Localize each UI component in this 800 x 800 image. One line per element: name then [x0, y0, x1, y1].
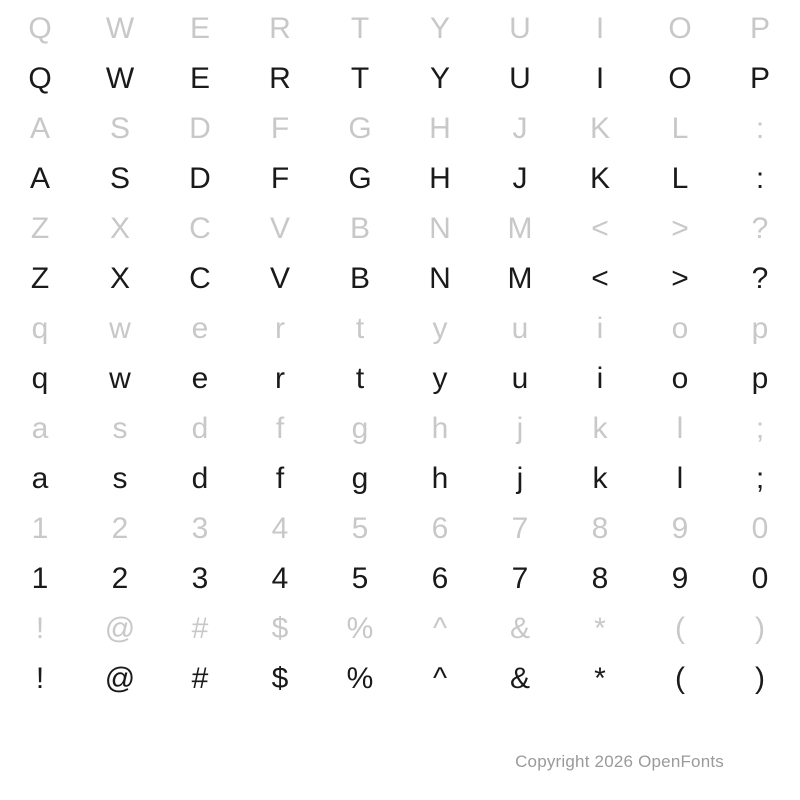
glyph-row [0, 204, 800, 254]
glyph-cell: ) [755, 612, 765, 645]
glyph-cell: r [275, 312, 285, 345]
glyph-cell: E [189, 62, 210, 95]
glyph-cell: V [269, 262, 290, 295]
glyph-cell: R [269, 62, 291, 95]
glyph-cell: k [592, 462, 608, 495]
glyph-cell: 0 [751, 562, 769, 595]
glyph-cell: ? [751, 212, 769, 245]
glyph-cell: ! [35, 612, 45, 645]
glyph-cell: 5 [351, 512, 369, 545]
glyph-cell: $ [271, 662, 289, 695]
glyph-cell: < [591, 212, 609, 245]
glyph-cell: ^ [432, 662, 448, 695]
glyph-cell: ) [755, 662, 765, 695]
glyph-cell: < [591, 262, 609, 295]
glyph-cell: u [511, 312, 529, 345]
glyph-cell: p [751, 312, 769, 345]
copyright-notice: Copyright 2026 OpenFonts [515, 752, 724, 771]
glyph-cell: $ [271, 612, 289, 645]
glyph-row [0, 54, 800, 104]
glyph-cell: & [509, 662, 530, 695]
glyph-cell: i [596, 312, 604, 345]
glyph-cell: O [668, 12, 692, 45]
glyph-cell: 6 [431, 512, 449, 545]
glyph-cell: I [595, 62, 605, 95]
glyph-cell: G [348, 162, 372, 195]
glyph-cell: G [348, 112, 372, 145]
glyph-cell: q [31, 362, 49, 395]
glyph-cell: A [29, 162, 50, 195]
glyph-cell: 2 [111, 562, 129, 595]
glyph-cell: o [671, 312, 689, 345]
glyph-cell: j [516, 412, 524, 445]
glyph-row [0, 354, 800, 404]
glyph-cell: l [676, 412, 684, 445]
glyph-cell: L [671, 112, 689, 145]
glyph-cell: s [112, 412, 128, 445]
glyph-cell: ^ [432, 612, 448, 645]
glyph-cell: K [589, 162, 610, 195]
glyph-cell: 2 [111, 512, 129, 545]
glyph-cell: r [275, 362, 285, 395]
glyph-cell: F [270, 162, 290, 195]
glyph-cell: 6 [431, 562, 449, 595]
glyph-cell: ; [755, 462, 765, 495]
glyph-cell: j [516, 462, 524, 495]
glyph-cell: O [668, 62, 692, 95]
glyph-cell: X [109, 262, 130, 295]
glyph-cell: U [509, 62, 531, 95]
glyph-cell: Y [429, 12, 450, 45]
glyph-cell: y [432, 312, 448, 345]
glyph-cell: * [594, 662, 606, 695]
glyph-cell: T [350, 62, 370, 95]
glyph-cell: C [189, 212, 211, 245]
glyph-cell: Z [30, 262, 50, 295]
glyph-row [0, 404, 800, 454]
glyph-cell: Q [28, 12, 52, 45]
glyph-cell: o [671, 362, 689, 395]
glyph-cell: s [112, 462, 128, 495]
glyph-cell: g [351, 462, 369, 495]
glyph-cell: M [507, 262, 533, 295]
glyph-cell: h [431, 412, 449, 445]
glyph-cell: Y [429, 62, 450, 95]
glyph-cell: @ [104, 662, 136, 695]
glyph-cell: % [346, 612, 374, 645]
glyph-cell: p [751, 362, 769, 395]
glyph-cell: h [431, 462, 449, 495]
glyph-cell: B [349, 212, 370, 245]
glyph-cell: d [191, 462, 209, 495]
glyph-cell: t [355, 312, 365, 345]
glyph-cell: T [350, 12, 370, 45]
glyph-cell: e [191, 362, 209, 395]
glyph-cell: X [109, 212, 130, 245]
glyph-cell: E [189, 12, 210, 45]
glyph-cell: f [275, 412, 285, 445]
glyph-cell: : [755, 162, 765, 195]
glyph-cell: t [355, 362, 365, 395]
glyph-row [0, 104, 800, 154]
glyph-cell: 8 [591, 562, 609, 595]
glyph-cell: > [671, 262, 689, 295]
glyph-cell: C [189, 262, 211, 295]
glyph-cell: S [109, 162, 130, 195]
glyph-cell: 4 [271, 512, 289, 545]
glyph-cell: @ [104, 612, 136, 645]
glyph-cell: U [509, 12, 531, 45]
glyph-cell: l [676, 462, 684, 495]
glyph-cell: J [512, 162, 528, 195]
glyph-row [0, 454, 800, 504]
glyph-cell: M [507, 212, 533, 245]
glyph-cell: D [189, 162, 211, 195]
glyph-cell: J [512, 112, 528, 145]
glyph-cell: : [755, 112, 765, 145]
glyph-cell: 7 [511, 562, 529, 595]
glyph-cell: 1 [31, 562, 49, 595]
glyph-cell: K [589, 112, 610, 145]
glyph-cell: k [592, 412, 608, 445]
glyph-cell: d [191, 412, 209, 445]
glyph-cell: D [189, 112, 211, 145]
glyph-cell: w [109, 362, 131, 395]
glyph-row [0, 654, 800, 704]
glyph-cell: 3 [191, 562, 209, 595]
glyph-cell: 1 [31, 512, 49, 545]
glyph-row [0, 254, 800, 304]
glyph-cell: W [105, 62, 135, 95]
glyph-cell: # [191, 612, 209, 645]
glyph-cell: 5 [351, 562, 369, 595]
glyph-cell: g [351, 412, 369, 445]
glyph-row [0, 4, 800, 54]
glyph-cell: e [191, 312, 209, 345]
glyph-cell: w [109, 312, 131, 345]
glyph-cell: f [275, 462, 285, 495]
glyph-cell: N [429, 212, 451, 245]
glyph-cell: u [511, 362, 529, 395]
glyph-cell: I [595, 12, 605, 45]
glyph-cell: ; [755, 412, 765, 445]
glyph-cell: W [105, 12, 135, 45]
glyph-cell: q [31, 312, 49, 345]
glyph-cell: V [269, 212, 290, 245]
glyph-cell: H [429, 162, 451, 195]
glyph-row [0, 504, 800, 554]
glyph-cell: A [29, 112, 50, 145]
glyph-cell: L [671, 162, 689, 195]
glyph-cell: R [269, 12, 291, 45]
glyph-row [0, 554, 800, 604]
glyph-cell: > [671, 212, 689, 245]
glyph-cell: 3 [191, 512, 209, 545]
glyph-row [0, 154, 800, 204]
glyph-row [0, 304, 800, 354]
glyph-cell: 7 [511, 512, 529, 545]
glyph-cell: B [349, 262, 370, 295]
glyph-row [0, 604, 800, 654]
glyph-cell: 8 [591, 512, 609, 545]
glyph-cell: H [429, 112, 451, 145]
glyph-cell: ! [35, 662, 45, 695]
glyph-cell: ( [675, 612, 685, 645]
glyph-cell: F [270, 112, 290, 145]
glyph-cell: Z [30, 212, 50, 245]
glyph-cell: S [109, 112, 130, 145]
glyph-cell: & [509, 612, 530, 645]
glyph-cell: Q [28, 62, 52, 95]
glyph-cell: ? [751, 262, 769, 295]
glyph-cell: % [346, 662, 374, 695]
glyph-cell: 0 [751, 512, 769, 545]
glyph-cell: a [31, 462, 49, 495]
glyph-cell: i [596, 362, 604, 395]
glyph-cell: 4 [271, 562, 289, 595]
glyph-cell: 9 [671, 562, 689, 595]
glyph-cell: P [749, 62, 770, 95]
glyph-cell: a [31, 412, 49, 445]
glyph-cell: N [429, 262, 451, 295]
glyph-cell: 9 [671, 512, 689, 545]
glyph-cell: * [594, 612, 606, 645]
glyph-cell: ( [675, 662, 685, 695]
glyph-cell: P [749, 12, 770, 45]
glyph-cell: # [191, 662, 209, 695]
glyph-cell: y [432, 362, 448, 395]
